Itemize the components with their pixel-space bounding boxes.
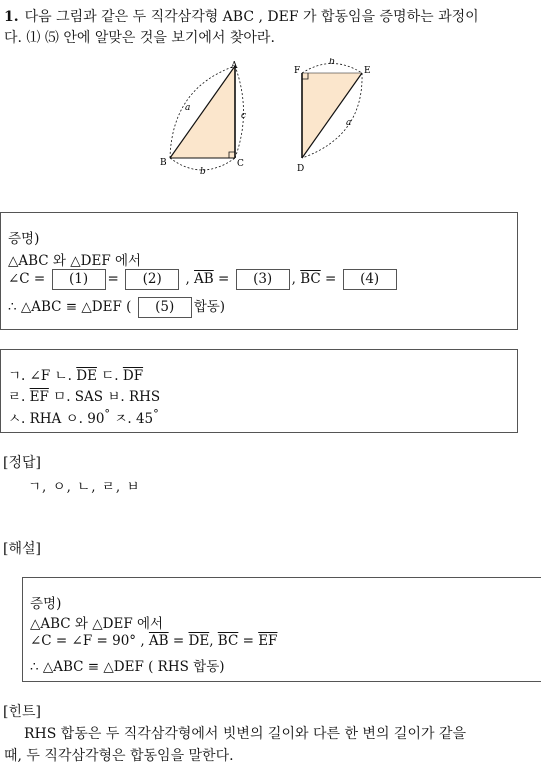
choices-row-2 [8, 385, 160, 405]
label-f-vertex: F [294, 66, 301, 76]
blank-3[interactable]: (3) [236, 269, 290, 290]
choice-n-value: $\overline{DE}$ [76, 368, 97, 384]
choices-row-1 [8, 364, 143, 384]
question-line-2: 다. ⑴ ⑸ 안에 알맞은 것을 보기에서 찾아라. [4, 30, 275, 46]
choice-g: ㄱ. ∠F [8, 368, 51, 384]
triangles-figure [150, 58, 380, 178]
explanation-line-1: △ABC 와 △DEF 에서 [30, 616, 164, 632]
label-a-vertex: A [231, 61, 238, 71]
blank-1[interactable]: (1) [52, 269, 106, 290]
choices-box [0, 349, 518, 433]
segment-ab: $\overline{AB}$ [194, 271, 214, 287]
choices-row-3 [8, 407, 159, 427]
label-side-c: c [241, 111, 247, 121]
question-line-1: 1. 다음 그림과 같은 두 직각삼각형 ABC , DEF 가 합동임을 증명하는 과정이 [4, 9, 479, 25]
explanation-line-2: ∠C = ∠F = 90° , $\overline{AB} = \overline{DE}$, $\overline{BC} = \overline{EF}$ [30, 633, 278, 649]
blank-5[interactable]: (5) [138, 297, 192, 318]
explanation-line-3: ∴ △ABC ≡ △DEF ( RHS 합동) [30, 659, 225, 675]
question-number: 1. [4, 9, 19, 25]
label-e-vertex: E [364, 66, 371, 76]
label-d-vertex: D [297, 164, 305, 174]
choice-d-value: $\overline{DF}$ [122, 368, 144, 384]
blank-2[interactable]: (2) [125, 269, 179, 290]
choice-n: ㄴ. [54, 368, 72, 384]
answer-text: ㄱ, ㅇ, ㄴ, ㄹ, ㅂ [28, 479, 141, 495]
proof-box [0, 212, 518, 330]
label-c-vertex: C [237, 159, 244, 169]
choice-b: ㅂ. RHS [107, 389, 161, 405]
explanation-title: 증명) [30, 596, 62, 612]
choice-j: ㅈ. 45° [114, 407, 159, 427]
hint-line-2: 때, 두 직각삼각형은 합동임을 말한다. [4, 748, 234, 764]
proof-line-3: ∴ △ABC ≡ △DEF ( (5) 합동) [8, 295, 225, 318]
explanation-box [22, 577, 541, 682]
explanation-label: [해설] [3, 541, 41, 557]
proof-line-1: △ABC 와 △DEF 에서 [8, 253, 142, 269]
choice-r: ㄹ. [8, 389, 26, 405]
choice-d: ㄷ. [101, 368, 119, 384]
label-side-b: b [200, 167, 206, 177]
choice-s: ㅅ. RHA [8, 411, 62, 427]
choice-o: ㅇ. 90° [65, 407, 111, 427]
proof-title: 증명) [8, 231, 40, 247]
blank-4[interactable]: (4) [343, 269, 397, 290]
answer-label: [정답] [3, 455, 41, 471]
hint-line-1: RHS 합동은 두 직각삼각형에서 빗변의 길이와 다른 한 변의 길이가 같을 [24, 726, 466, 742]
hint-label: [힌트] [3, 704, 41, 720]
segment-bc: $\overline{BC}$ [300, 271, 321, 287]
label-b-vertex: B [160, 158, 167, 168]
label-side-b-right: b [329, 58, 335, 67]
proof-line-2: ∠C = (1) = (2) , $\overline{AB} = (3)$ , $\overline{BC} = (4)$ [8, 269, 399, 290]
label-side-a: a [185, 103, 191, 113]
choice-r-value: $\overline{EF}$ [29, 389, 49, 405]
label-side-a-right: a [346, 118, 352, 128]
choice-m: ㅁ. SAS [53, 389, 104, 405]
